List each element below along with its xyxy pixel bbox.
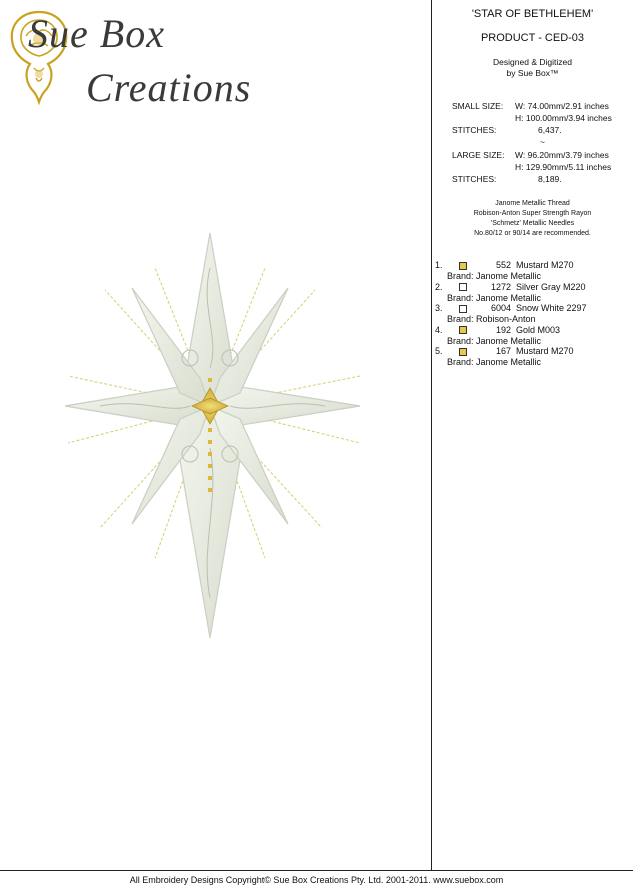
thread-note-3: 'Schmetz' Metallic Needles — [490, 220, 575, 227]
large-size-width: W: 96.20mm/3.79 inches — [515, 150, 609, 160]
small-size-height: H: 100.00mm/3.94 inches — [515, 113, 612, 123]
color-number: 2. — [435, 281, 443, 292]
color-name: Mustard M270 — [516, 346, 574, 357]
designed-by-line2: by Sue Box™ — [506, 68, 559, 78]
color-item — [432, 260, 633, 282]
color-swatch-icon — [459, 326, 467, 334]
large-stitches-value: 8,189. — [538, 174, 562, 184]
color-code: 1272 — [490, 281, 511, 292]
sue-box-logo — [4, 6, 254, 110]
star-of-bethlehem-design-image — [60, 228, 370, 648]
small-size-label: SMALL SIZE: — [452, 101, 504, 111]
product-code: PRODUCT - CED-03 — [480, 32, 585, 44]
large-stitches-label: STITCHES: — [452, 174, 497, 184]
color-brand: Brand: Robison-Anton — [447, 314, 536, 324]
logo-text-line1: Sue Box — [28, 11, 165, 56]
color-item — [432, 303, 633, 325]
color-number: 5. — [435, 346, 443, 357]
footer-divider — [0, 870, 633, 871]
color-swatch-icon — [459, 305, 467, 313]
color-brand: Brand: Janome Metallic — [447, 335, 542, 346]
separator-tilde: ~ — [540, 137, 545, 147]
color-brand: Brand: Janome Metallic — [447, 357, 542, 367]
color-swatch-icon — [459, 283, 467, 291]
thread-note-1: Janome Metallic Thread — [495, 200, 570, 207]
info-panel — [432, 0, 633, 870]
color-item — [432, 325, 633, 347]
color-list — [432, 260, 633, 368]
large-size-height: H: 129.90mm/5.11 inches — [515, 162, 612, 172]
small-stitches-label: STITCHES: — [452, 125, 497, 135]
design-name: 'STAR OF BETHLEHEM' — [471, 8, 594, 20]
color-swatch-icon — [459, 348, 467, 356]
logo-text-line2: Creations — [86, 65, 252, 110]
thread-note-2: Robison-Anton Super Strength Rayon — [473, 210, 592, 217]
color-name: Gold M003 — [516, 324, 561, 335]
color-number: 1. — [435, 260, 443, 271]
color-number: 4. — [435, 324, 443, 335]
color-name: Silver Gray M220 — [516, 281, 586, 292]
color-name: Mustard M270 — [516, 260, 574, 271]
color-swatch-icon — [459, 262, 467, 270]
large-size-label: LARGE SIZE: — [452, 150, 505, 160]
thread-note-4: No.80/12 or 90/14 are recommended. — [474, 230, 591, 237]
copyright-footer: All Embroidery Designs Copyright© Sue Box Creations Pty. Ltd. 2001-2011. www.suebox.com — [129, 875, 504, 885]
designed-by-line1: Designed & Digitized — [493, 57, 572, 67]
color-item — [432, 346, 633, 368]
color-number: 3. — [435, 303, 443, 314]
color-item — [432, 282, 633, 304]
small-stitches-value: 6,437. — [538, 125, 562, 135]
color-brand: Brand: Janome Metallic — [447, 292, 542, 303]
small-size-width: W: 74.00mm/2.91 inches — [515, 101, 609, 111]
color-name: Snow White 2297 — [516, 303, 587, 314]
color-code: 192 — [495, 324, 511, 335]
color-code: 552 — [495, 260, 511, 271]
color-code: 6004 — [490, 303, 511, 314]
color-code: 167 — [495, 346, 511, 357]
color-brand: Brand: Janome Metallic — [447, 271, 542, 281]
